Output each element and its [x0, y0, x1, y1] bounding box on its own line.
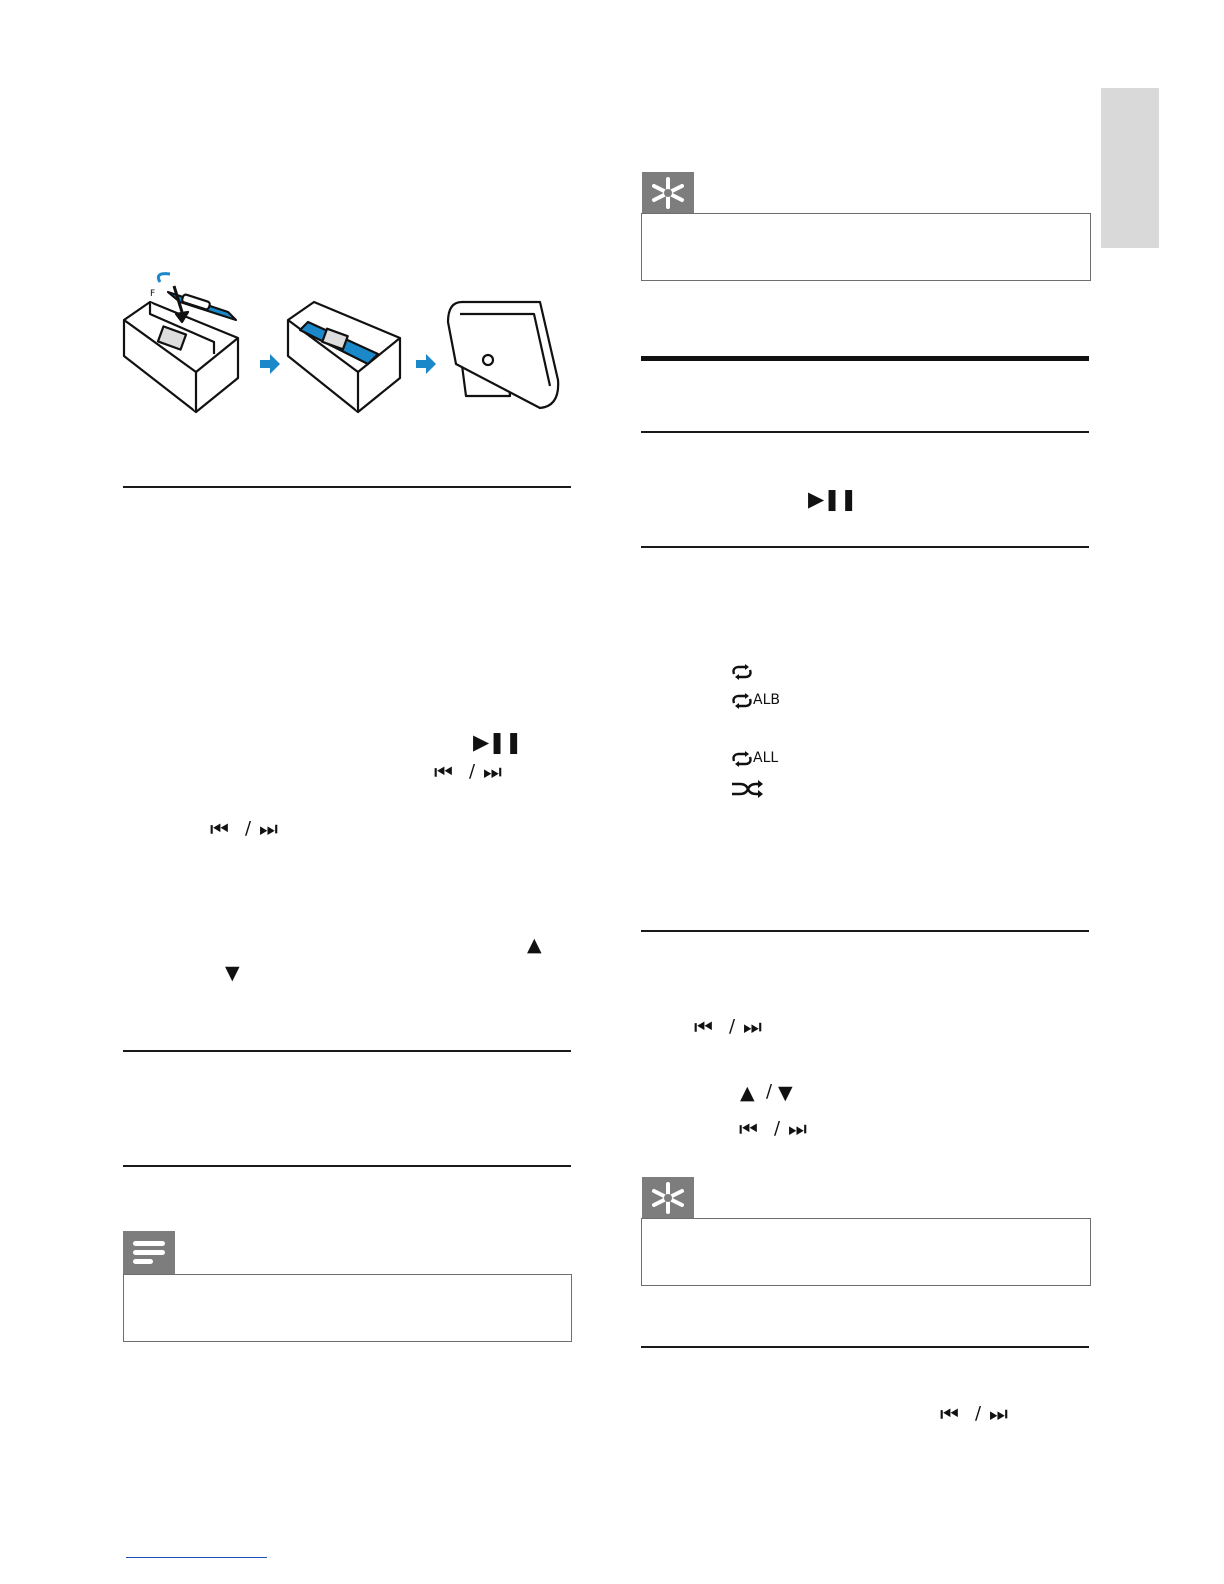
section-divider	[123, 1050, 571, 1052]
next-track-icon: ⏭	[483, 760, 501, 784]
section-divider	[641, 546, 1089, 548]
svg-text:F: F	[150, 289, 156, 299]
section-divider	[641, 1346, 1089, 1348]
dock-adapter-fitted-drawing	[288, 302, 400, 412]
repeat-all-icon	[730, 751, 754, 767]
up-triangle-icon: ▲	[740, 1082, 754, 1104]
note-lines-icon	[123, 1231, 175, 1275]
shuffle-icon	[730, 780, 764, 798]
tip-box	[641, 213, 1091, 281]
next-track-icon: ⏭	[743, 1015, 761, 1039]
chapter-divider	[641, 356, 1089, 361]
dock-installation-illustration	[110, 268, 580, 428]
down-triangle-icon: ▼	[225, 962, 239, 984]
separator: /	[245, 818, 252, 839]
step-arrow-icon	[416, 354, 436, 374]
device-docked-drawing	[448, 302, 558, 408]
next-track-icon: ⏭	[989, 1402, 1007, 1426]
asterisk-tip-icon	[642, 1177, 694, 1219]
language-side-tab	[1101, 88, 1159, 248]
up-triangle-icon: ▲	[527, 934, 541, 956]
previous-track-icon: ⏮	[739, 1117, 757, 1141]
note-tab	[123, 1231, 175, 1275]
next-track-icon: ⏭	[259, 817, 277, 841]
asterisk-tip-icon	[642, 172, 694, 214]
note-box	[123, 1274, 572, 1342]
tip-tab	[642, 172, 694, 214]
section-divider	[641, 930, 1089, 932]
section-divider	[641, 431, 1089, 433]
previous-track-icon: ⏮	[210, 817, 228, 841]
tip-box	[641, 1218, 1091, 1286]
dock-with-adapter-drawing	[124, 274, 238, 412]
separator: /	[774, 1118, 781, 1139]
repeat-all-label: ALL	[753, 750, 779, 766]
previous-track-icon: ⏮	[940, 1402, 958, 1426]
repeat-album-label: ALB	[753, 692, 780, 708]
separator: /	[766, 1081, 773, 1102]
previous-track-icon: ⏮	[694, 1015, 712, 1039]
down-triangle-icon: ▼	[778, 1082, 792, 1104]
previous-track-icon: ⏮	[434, 760, 452, 784]
footer-link-underline	[126, 1557, 267, 1558]
tip-tab	[642, 1177, 694, 1219]
separator: /	[729, 1016, 736, 1037]
play-pause-icon: ▶❚❚	[808, 487, 857, 511]
play-pause-icon: ▶❚❚	[473, 730, 522, 754]
section-divider	[123, 1165, 571, 1167]
next-track-icon: ⏭	[788, 1117, 806, 1141]
separator: /	[469, 761, 476, 782]
repeat-icon	[730, 664, 754, 680]
step-arrow-icon	[260, 354, 280, 374]
repeat-album-icon	[730, 693, 754, 709]
separator: /	[975, 1403, 982, 1424]
section-divider	[123, 486, 571, 488]
